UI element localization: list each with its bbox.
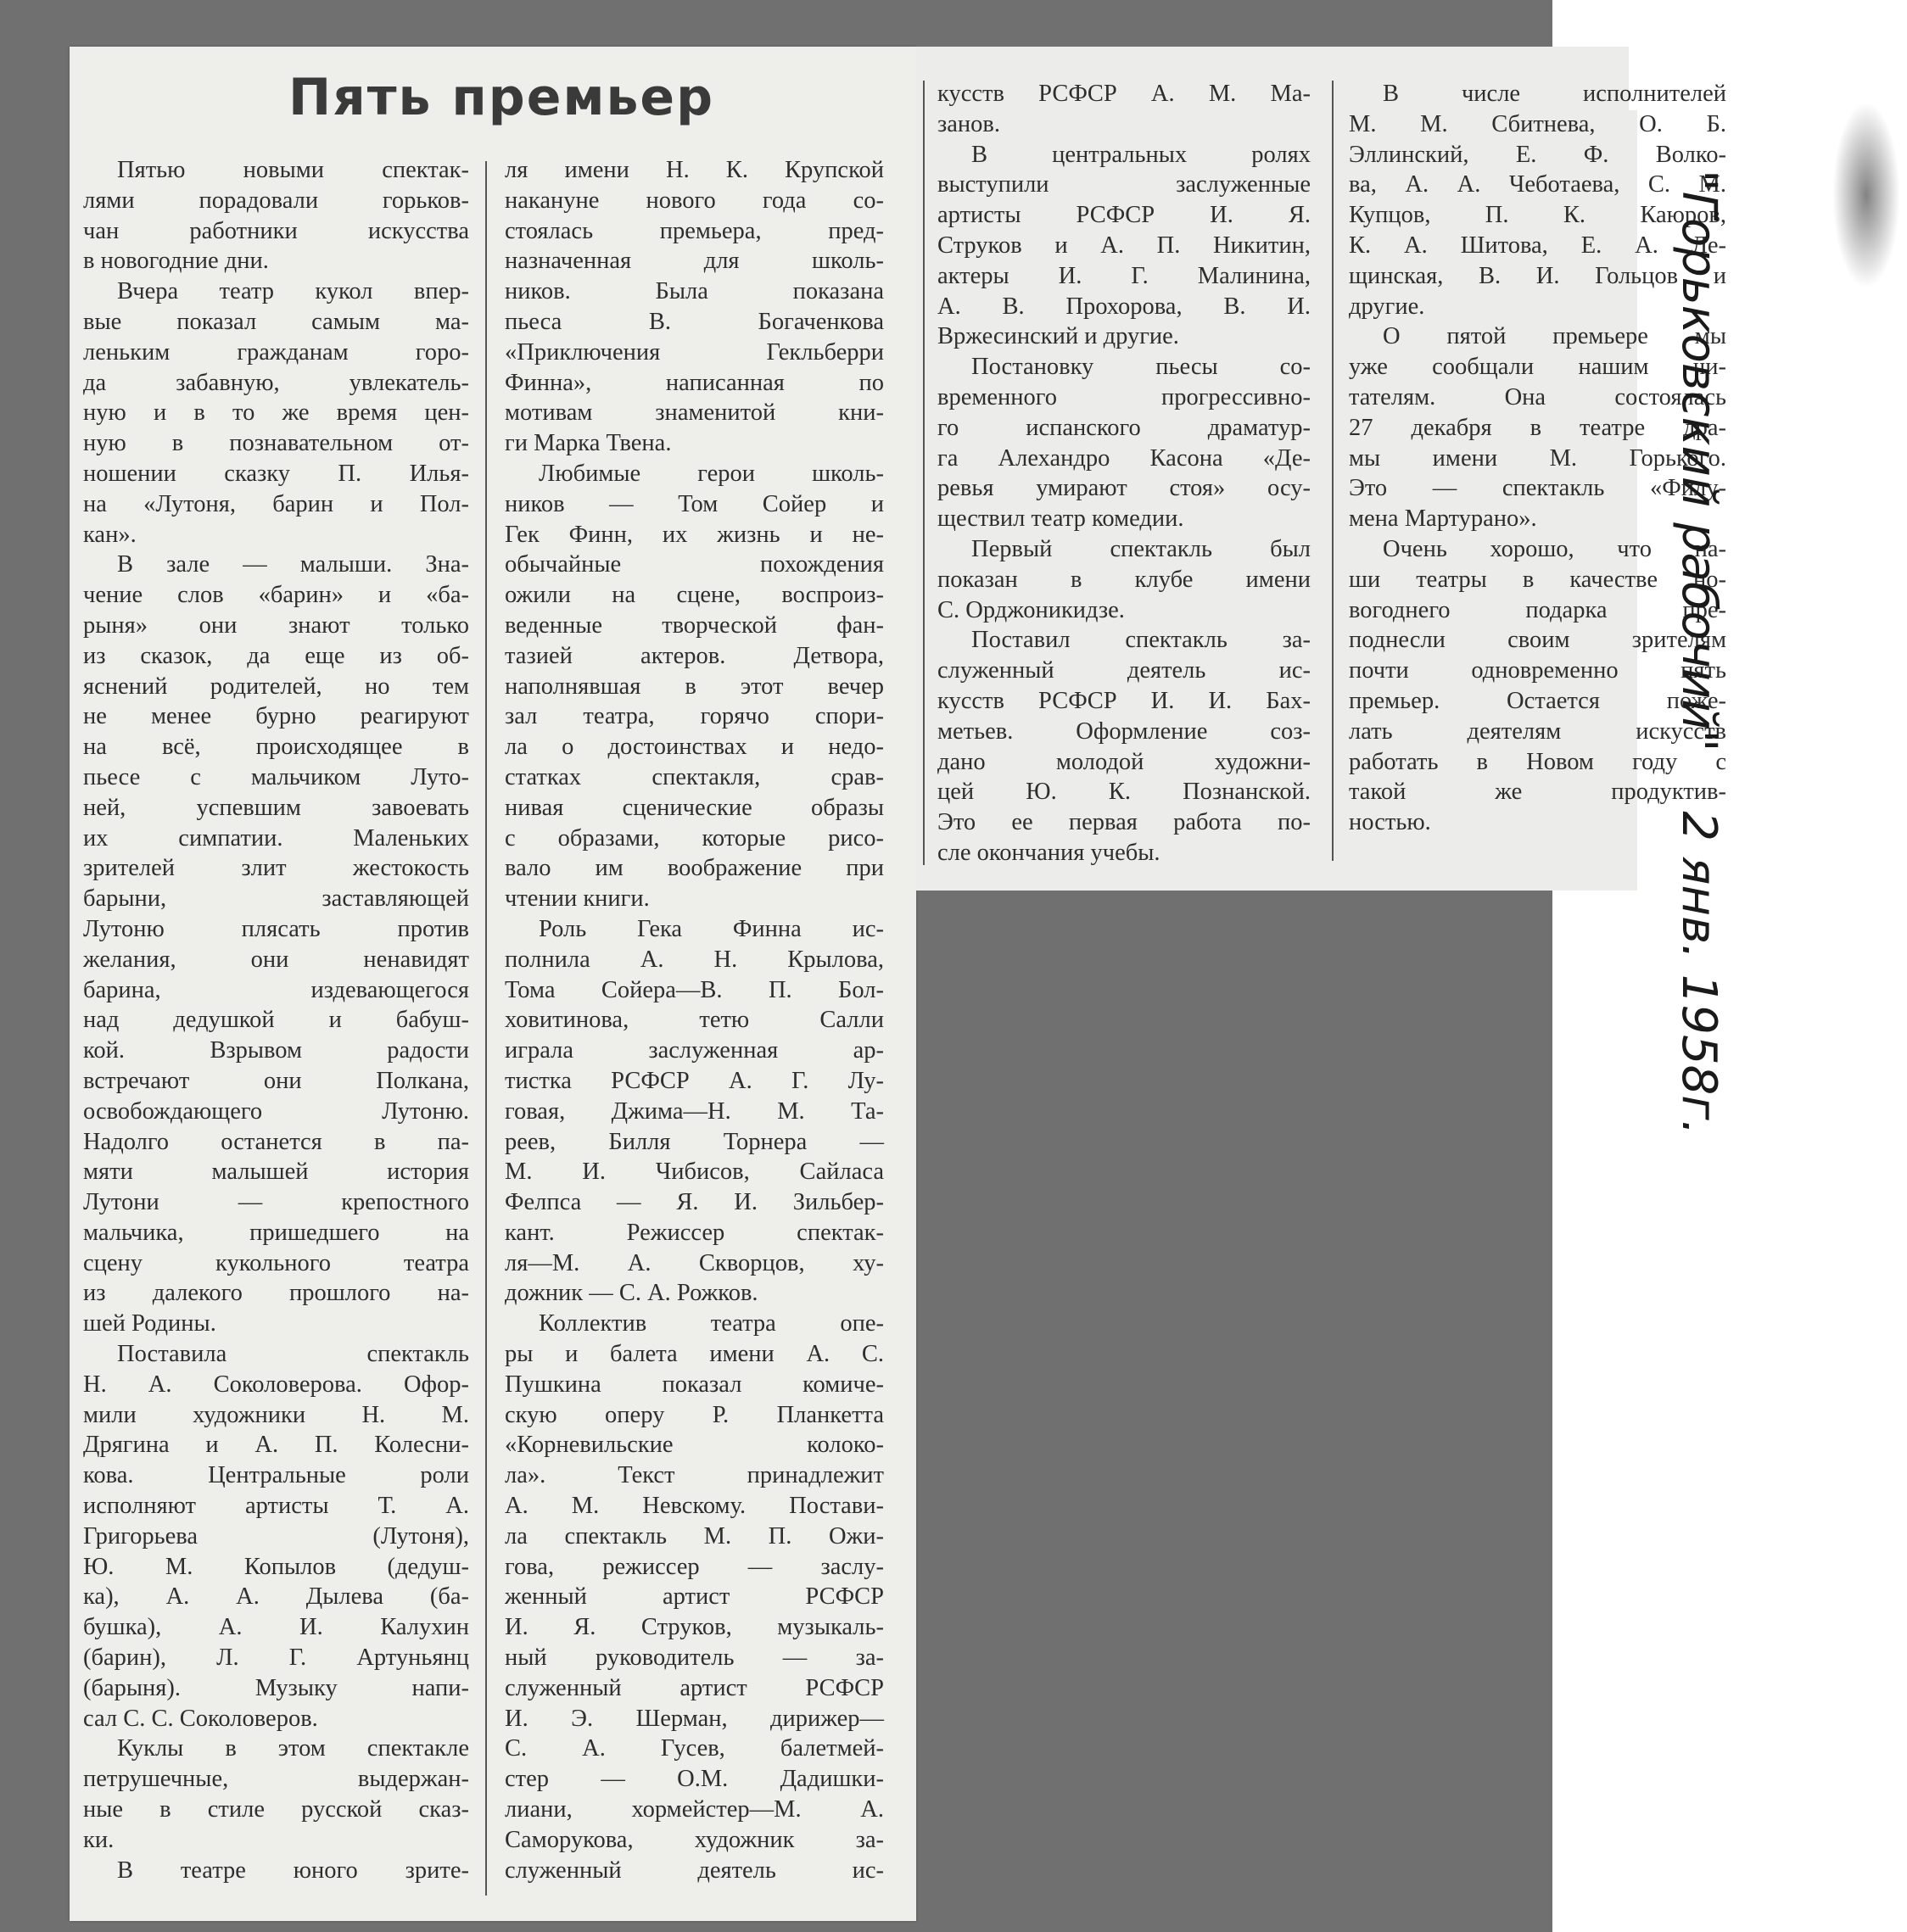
annotation-date: 2 янв. 1958г. xyxy=(1671,811,1726,1136)
text-line: обычайные похождения xyxy=(505,551,884,578)
text-line: ры и балета имени А. С. xyxy=(505,1341,884,1368)
text-line: стоялась премьера, пред- xyxy=(505,217,884,244)
text-line: Купцов, П. К. Каюров, xyxy=(1349,202,1726,229)
text-line: мотивам знаменитой кни- xyxy=(505,399,884,427)
text-line: дожник — С. А. Рожков. xyxy=(505,1280,758,1307)
text-line: веденные творческой фан- xyxy=(505,611,884,639)
text-line: гова, режиссер — заслу- xyxy=(505,1553,884,1580)
text-line: исполняют артисты Т. А. xyxy=(83,1493,469,1520)
text-line: (барин), Л. Г. Артуньянц xyxy=(83,1644,469,1672)
column-rule xyxy=(485,161,487,1896)
text-line: не менее бурно реагируют xyxy=(83,703,469,730)
text-line: лать деятелям искусств xyxy=(1349,718,1726,745)
text-line: И. Я. Струков, музыкаль- xyxy=(505,1614,884,1641)
text-line: сцену кукольного театра xyxy=(83,1249,469,1276)
article-column-4 xyxy=(1349,79,1726,838)
text-line: вогоднего подарка пре- xyxy=(1349,596,1726,623)
text-line: Н. А. Соколоверова. Офор- xyxy=(83,1371,469,1398)
text-line: ля—М. А. Скворцов, ху- xyxy=(505,1249,884,1276)
text-line: поднесли своим зрителям xyxy=(1349,627,1726,654)
text-line: их симпатии. Маленьких xyxy=(83,824,469,852)
text-line: шей Родины. xyxy=(83,1310,216,1337)
text-line: сле окончания учебы. xyxy=(937,839,1160,866)
article-column-2 xyxy=(505,155,884,1885)
text-line: лиани, хормейстер—М. А. xyxy=(505,1796,884,1823)
text-line: ников — Том Сойер и xyxy=(505,490,884,517)
text-line: актеры И. Г. Малинина, xyxy=(937,262,1311,289)
text-line: кой. Взрывом радости xyxy=(83,1037,469,1064)
text-line: пьесе с мальчиком Луто- xyxy=(83,763,469,790)
text-line: желания, они ненавидят xyxy=(83,946,469,973)
text-line: вые показал самым ма- xyxy=(83,308,469,335)
text-line: «Приключения Гекльберри xyxy=(505,338,884,366)
text-line: И. Э. Шерман, дирижер— xyxy=(505,1705,884,1732)
text-line: занов. xyxy=(937,110,1000,137)
text-line: М. М. Сбитнева, О. Б. xyxy=(1349,110,1726,137)
text-line: Куклы в этом спектакле xyxy=(117,1735,469,1762)
text-line: нивая сценические образы xyxy=(505,794,884,821)
text-line: служенный деятель ис- xyxy=(505,1857,884,1884)
text-line: чение слов «барин» и «ба- xyxy=(83,582,469,609)
text-line: тазией актеров. Детвора, xyxy=(505,642,884,669)
text-line: лями порадовали горьков- xyxy=(83,187,469,214)
text-line: Лутони — крепостного xyxy=(83,1189,469,1216)
text-line: почти одновременно пять xyxy=(1349,657,1726,684)
text-line: С. А. Гусев, балетмей- xyxy=(505,1735,884,1762)
text-line: га Алехандро Касона «Де- xyxy=(937,444,1311,472)
text-line: кант. Режиссер спектак- xyxy=(505,1219,884,1246)
text-line: артисты РСФСР И. Я. xyxy=(937,202,1311,229)
ink-smudge xyxy=(1832,102,1900,288)
text-line: ка), А. А. Дылева (ба- xyxy=(83,1583,469,1611)
text-line: Пятью новыми спектак- xyxy=(117,157,469,183)
text-line: кусств РСФСР И. И. Бах- xyxy=(937,687,1311,714)
text-line: мена Мартурано». xyxy=(1349,505,1537,533)
text-line: назначенная для школь- xyxy=(505,248,884,275)
text-line: Струков и А. П. Никитин, xyxy=(937,232,1311,259)
text-line: полнила А. Н. Крылова, xyxy=(505,946,884,973)
text-line: мальчика, пришедшего на xyxy=(83,1219,469,1246)
text-line: ла». Текст принадлежит xyxy=(505,1462,884,1489)
text-line: Вржесинский и другие. xyxy=(937,323,1179,350)
text-line: тистка РСФСР А. Г. Лу- xyxy=(505,1067,884,1094)
text-line: накануне нового года со- xyxy=(505,187,884,214)
text-line: Лутоню плясать против xyxy=(83,915,469,942)
text-line: ки. xyxy=(83,1826,115,1853)
text-line: рыня» они знают только xyxy=(83,611,469,639)
text-line: стер — О.М. Дадишки- xyxy=(505,1766,884,1793)
text-line: Роль Гека Финна ис- xyxy=(539,915,884,942)
text-line: на всё, происходящее в xyxy=(83,734,469,761)
text-line: В центральных ролях xyxy=(971,141,1311,168)
text-line: зрителей злит жестокость xyxy=(83,855,469,882)
text-line: леньким гражданам горо- xyxy=(83,338,469,366)
text-line: пьеса В. Богаченкова xyxy=(505,308,884,335)
text-line: ную в познавательном от- xyxy=(83,430,469,457)
text-line: работать в Новом году с xyxy=(1349,748,1726,775)
text-line: показан в клубе имени xyxy=(937,566,1311,593)
text-line: говая, Джима—Н. М. Та- xyxy=(505,1097,884,1125)
text-line: Тома Сойера—В. П. Бол- xyxy=(505,976,884,1003)
text-line: над дедушкой и бабуш- xyxy=(83,1007,469,1034)
text-line: в новогодние дни. xyxy=(83,248,269,275)
text-line: бушка), А. И. Калухин xyxy=(83,1614,469,1641)
article-column-3 xyxy=(937,79,1311,868)
text-line: Поставила спектакль xyxy=(117,1341,469,1368)
text-line: М. И. Чибисов, Сайласа xyxy=(505,1159,884,1186)
text-line: кан». xyxy=(83,521,137,548)
text-line: ла спектакль М. П. Ожи- xyxy=(505,1522,884,1550)
text-line: Финна», написанная по xyxy=(505,369,884,396)
text-line: яснений родителей, но тем xyxy=(83,673,469,700)
text-line: женный артист РСФСР xyxy=(505,1583,884,1611)
text-line: Григорьева (Лутоня), xyxy=(83,1522,469,1550)
text-line: временного прогрессивно- xyxy=(937,383,1311,410)
text-line: Это — спектакль «Филу- xyxy=(1349,475,1726,502)
text-line: тателям. Она состоялась xyxy=(1349,383,1726,410)
text-line: Дрягина и А. П. Колесни- xyxy=(83,1432,469,1459)
text-line: ней, успевшим завоевать xyxy=(83,794,469,821)
text-line: петрушечные, выдержан- xyxy=(83,1766,469,1793)
text-line: цей Ю. К. Познанской. xyxy=(937,779,1311,806)
text-line: ревья умирают стоя» осу- xyxy=(937,475,1311,502)
text-line: ществил театр комедии. xyxy=(937,505,1184,533)
text-line: такой же продуктив- xyxy=(1349,779,1726,806)
text-line: ожили на сцене, воспроиз- xyxy=(505,582,884,609)
text-line: освобождающего Лутоню. xyxy=(83,1097,469,1125)
text-line: служенный деятель ис- xyxy=(937,657,1311,684)
text-line: метьев. Оформление соз- xyxy=(937,718,1311,745)
text-line: Вчера театр кукол впер- xyxy=(117,278,469,305)
text-line: ля имени Н. К. Крупской xyxy=(505,157,884,183)
text-line: ховитинова, тетю Салли xyxy=(505,1007,884,1034)
text-line: премьер. Остается поже- xyxy=(1349,687,1726,714)
text-line: статках спектакля, срав- xyxy=(505,763,884,790)
column-rule xyxy=(1332,81,1334,861)
annotation-source: "Горьковский рабочий" xyxy=(1671,170,1726,752)
text-line: А. В. Прохорова, В. И. xyxy=(937,293,1311,320)
text-line: О пятой премьере мы xyxy=(1383,323,1726,350)
article-headline: Пять премьер xyxy=(288,68,715,127)
text-line: да забавную, увлекатель- xyxy=(83,369,469,396)
text-line: на «Лутоня, барин и Пол- xyxy=(83,490,469,517)
text-line: выступили заслуженные xyxy=(937,171,1311,198)
text-line: уже сообщали нашим чи- xyxy=(1349,354,1726,381)
text-line: скую оперу Р. Планкетта xyxy=(505,1401,884,1428)
text-line: Поставил спектакль за- xyxy=(971,627,1311,654)
text-line: зал театра, горячо спори- xyxy=(505,703,884,730)
text-line: служенный артист РСФСР xyxy=(505,1674,884,1701)
text-line: наполнявшая в этот вечер xyxy=(505,673,884,700)
text-line: мы имени М. Горького. xyxy=(1349,444,1726,472)
text-line: чтении книги. xyxy=(505,885,650,913)
text-line: ные в стиле русской сказ- xyxy=(83,1796,469,1823)
text-line: Это ее первая работа по- xyxy=(937,809,1311,836)
text-line: Эллинский, Е. Ф. Волко- xyxy=(1349,141,1726,168)
text-line: ный руководитель — за- xyxy=(505,1644,884,1672)
text-line: щинская, В. И. Гольцов и xyxy=(1349,262,1726,289)
text-line: реев, Билля Торнера — xyxy=(505,1128,884,1155)
text-line: Первый спектакль был xyxy=(971,535,1311,562)
text-line: барыни, заставляющей xyxy=(83,885,469,913)
text-line: В театре юного зрите- xyxy=(117,1857,469,1884)
text-line: ношении сказку П. Илья- xyxy=(83,460,469,487)
text-line: В числе исполнителей xyxy=(1383,81,1726,107)
text-line: ностью. xyxy=(1349,809,1431,836)
text-line: Коллектив театра опе- xyxy=(539,1310,884,1337)
text-line: мяти малышей история xyxy=(83,1159,469,1186)
column-rule xyxy=(923,81,925,865)
text-line: Ю. М. Копылов (дедуш- xyxy=(83,1553,469,1580)
text-line: Саморукова, художник за- xyxy=(505,1826,884,1853)
text-line: ва, А. А. Чеботаева, С. М. xyxy=(1349,171,1726,198)
text-line: ную и в то же время цен- xyxy=(83,399,469,427)
text-line: С. Орджоникидзе. xyxy=(937,596,1125,623)
text-line: ла о достоинствах и недо- xyxy=(505,734,884,761)
text-line: 27 декабря в театре дра- xyxy=(1349,414,1726,441)
text-line: Любимые герои школь- xyxy=(539,460,884,487)
text-line: Постановку пьесы со- xyxy=(971,354,1311,381)
article-column-1 xyxy=(83,155,469,1885)
text-line: (барыня). Музыку напи- xyxy=(83,1674,469,1701)
text-line: встречают они Полкана, xyxy=(83,1067,469,1094)
text-line: играла заслуженная ар- xyxy=(505,1037,884,1064)
text-line: Надолго останется в па- xyxy=(83,1128,469,1155)
text-line: Фелпса — Я. И. Зильбер- xyxy=(505,1189,884,1216)
text-line: из далекого прошлого на- xyxy=(83,1280,469,1307)
text-line: чан работники искусства xyxy=(83,217,469,244)
text-line: Гек Финн, их жизнь и не- xyxy=(505,521,884,548)
text-line: А. М. Невскому. Постави- xyxy=(505,1493,884,1520)
text-line: барина, издевающегося xyxy=(83,976,469,1003)
text-line: В зале — малыши. Зна- xyxy=(117,551,469,578)
text-line: сал С. С. Соколоверов. xyxy=(83,1705,318,1732)
text-line: кова. Центральные роли xyxy=(83,1462,469,1489)
handwritten-annotation xyxy=(1671,170,1726,1135)
text-line: «Корневильские колоко- xyxy=(505,1432,884,1459)
text-line: Очень хорошо, что на- xyxy=(1383,535,1726,562)
text-line: К. А. Шитова, Е. А. Ле- xyxy=(1349,232,1726,259)
text-line: ги Марка Твена. xyxy=(505,430,672,457)
text-line: дано молодой художни- xyxy=(937,748,1311,775)
text-line: Пушкина показал комиче- xyxy=(505,1371,884,1398)
text-line: вало им воображение при xyxy=(505,855,884,882)
text-line: ши театры в качестве но- xyxy=(1349,566,1726,593)
text-line: другие. xyxy=(1349,293,1425,320)
text-line: из сказок, да еще из об- xyxy=(83,642,469,669)
text-line: го испанского драматур- xyxy=(937,414,1311,441)
text-line: мили художники Н. М. xyxy=(83,1401,469,1428)
text-line: ников. Была показана xyxy=(505,278,884,305)
text-line: кусств РСФСР А. М. Ма- xyxy=(937,81,1311,107)
text-line: с образами, которые рисо- xyxy=(505,824,884,852)
